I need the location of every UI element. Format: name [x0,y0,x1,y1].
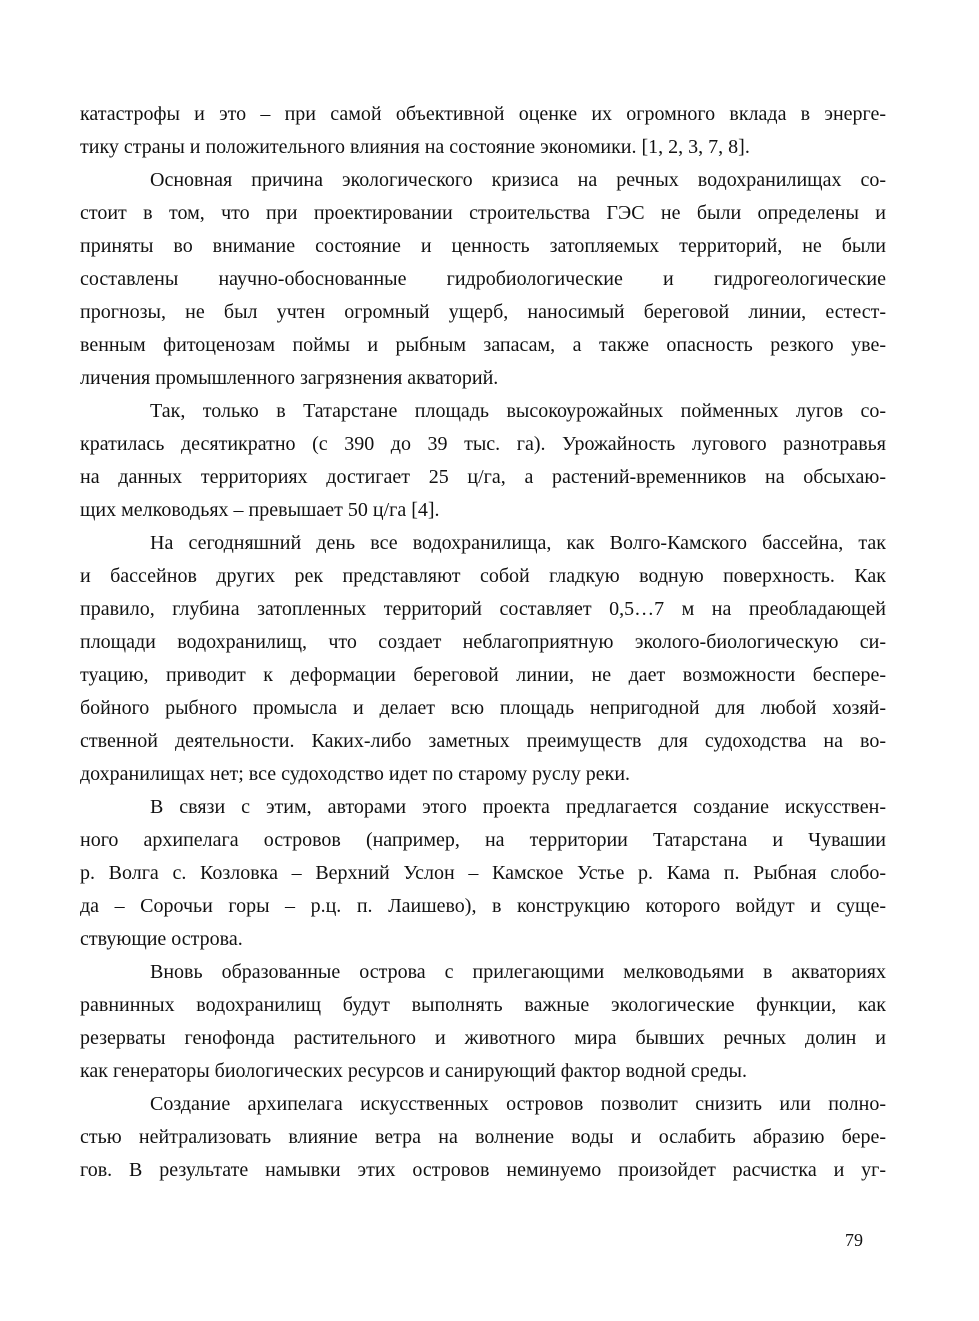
text-line: Основная причина экологического кризиса на речных водохранилищах со- [150,169,886,191]
text-line: прогнозы, не был учтен огромный ущерб, наносимый береговой линии, естест- [80,301,886,323]
text-line: личения промышленного загрязнения акваторий. [80,367,499,389]
text-line: дохранилищах нет; все судоходство идет по старому руслу реки. [80,763,631,785]
text-line: составлены научно-обоснованные гидробиологические и гидрогеологические [80,268,886,290]
text-line: на данных территориях достигает 25 ц/га, а растений-временников на обсыхаю- [80,466,886,488]
text-line: стоит в том, что при проектировании строительства ГЭС не были определены и [80,202,886,224]
text-line: правило, глубина затопленных территорий составляет 0,5…7 м на преобладающей [80,598,886,620]
text-line: венным фитоценозам поймы и рыбным запасам, а также опасность резкого уве- [80,334,886,356]
text-line: стью нейтрализовать влияние ветра на волнение воды и ослабить абразию бере- [80,1126,886,1148]
text-line: и бассейнов других рек представляют собой гладкую водную поверхность. Как [80,565,886,587]
text-line: приняты во внимание состояние и ценность затопляемых территорий, не были [80,235,886,257]
page-number: 79 [845,1230,863,1250]
text-line: как генераторы биологических ресурсов и санирующий фактор водной среды. [80,1060,747,1082]
body-text [80,98,886,1187]
text-line: ного архипелага островов (например, на территории Татарстана и Чувашии [80,829,886,851]
text-line: катастрофы и это – при самой объективной оценке их огромного вклада в энерге- [80,103,886,125]
text-line: резерваты генофонда растительного и животного мира бывших речных долин и [80,1027,886,1049]
text-line: В связи с этим, авторами этого проекта предлагается создание искусствен- [150,796,886,818]
text-line: щих мелководьях – превышает 50 ц/га [4]. [80,499,440,521]
text-line: равнинных водохранилищ будут выполнять важные экологические функции, как [80,994,886,1016]
text-line: ственной деятельности. Каких-либо заметных преимуществ для судоходства на во- [80,730,886,752]
text-line: туацию, приводит к деформации береговой линии, не дает возможности беспере- [80,664,886,686]
text-line: площади водохранилищ, что создает неблагоприятную эколого-биологическую си- [80,631,886,653]
text-line: ствующие острова. [80,928,243,950]
text-line: бойного рыбного промысла и делает всю площадь непригодной для любой хозяй- [80,697,886,719]
text-line: Так, только в Татарстане площадь высокоурожайных пойменных лугов со- [150,400,886,422]
text-line: Создание архипелага искусственных островов позволит снизить или полно- [150,1093,886,1115]
text-line: Вновь образованные острова с прилегающими мелководьями в акваториях [150,961,886,983]
text-line: р. Волга с. Козловка – Верхний Услон – Камское Устье р. Кама п. Рыбная слобо- [80,862,886,884]
text-line: тику страны и положительного влияния на состояние экономики. [1, 2, 3, 7, 8]. [80,136,750,158]
text-line: На сегодняшний день все водохранилища, как Волго-Камского бассейна, так [150,532,886,554]
text-line: кратилась десятикратно (с 390 до 39 тыс. га). Урожайность лугового разнотравья [80,433,886,455]
text-line: да – Сорочьи горы – р.ц. п. Лаишево), в конструкцию которого войдут и суще- [80,895,886,917]
text-line: гов. В результате намывки этих островов неминуемо произойдет расчистка и уг- [80,1159,886,1181]
